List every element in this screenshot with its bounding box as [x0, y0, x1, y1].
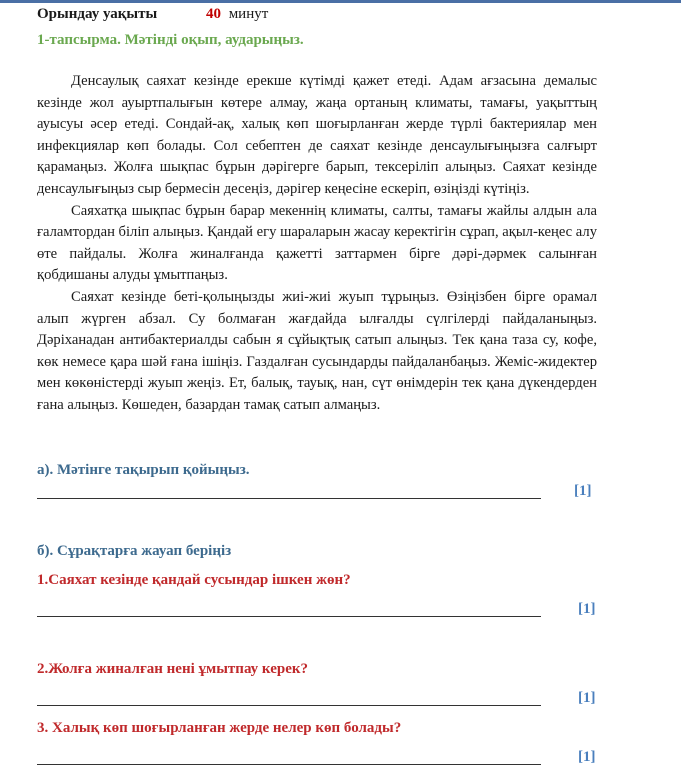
answer-line-1[interactable]: [37, 616, 541, 617]
question-b: б). Сұрақтарға жауап беріңіз: [37, 543, 232, 559]
question-a: а). Мәтінге тақырып қойыңыз.: [37, 462, 250, 478]
mark-a: [1]: [574, 483, 592, 499]
time-unit: минут: [228, 6, 269, 22]
paragraph-2: Саяхатқа шықпас бұрын барар мекеннің климаты, салты, тамағы жайлы алдын ала ғаламтордан біліп алыңыз. Қандай егу шараларын жасау керектігін сұрап, ақыл-кеңес алу өте пайдалы. Жолға жиналғанда қажетті заттармен бірге дәрі-дәрмек салынған қобдишаны алуды ұмытпаңыз.: [37, 202, 597, 284]
answer-line-a[interactable]: [37, 498, 541, 499]
top-border: [0, 0, 681, 3]
answer-line-3[interactable]: [37, 764, 541, 765]
mark-2: [1]: [578, 690, 596, 706]
time-header: [37, 6, 268, 23]
task-title: 1-тапсырма. Мәтінді оқып, аударыңыз.: [37, 32, 304, 48]
question-2: 2.Жолға жиналған нені ұмытпау керек?: [37, 661, 309, 677]
question-1: 1.Саяхат кезінде қандай сусындар ішкен жөн?: [37, 572, 351, 588]
answer-line-2[interactable]: [37, 705, 541, 706]
reading-text: [37, 71, 597, 417]
mark-1: [1]: [578, 601, 596, 617]
mark-3: [1]: [578, 749, 596, 765]
question-3: 3. Халық көп шоғырланған жерде нелер көп болады?: [37, 720, 402, 736]
time-minutes: 40: [205, 6, 221, 22]
paragraph-3: Саяхат кезінде беті-қолыңызды жиі-жиі жуып тұрыңыз. Өзіңізбен бірге орамал алып жүрген абзал. Су болмаған жағдайда ылғалды сүлгілерді пайдаланыңыз. Дәріханадан антибактериалды сабын я сұйықтық сатып алыңыз. Тек қана таза су, кофе, көк немесе қара шәй ғана ішіңіз. Газдалған сусындарды пайдаланбаңыз. Жеміс-жидектер мен көкөністерді жуып жеңіз. Ет, балық, тауық, нан, сүт өнімдерін тек қана дүкендерден ғана алыңыз. Көшеден, базардан тамақ сатып алмаңыз.: [37, 288, 597, 413]
time-label: Орындау уақыты: [37, 6, 158, 22]
paragraph-1: Денсаулық саяхат кезінде ерекше күтімді қажет етеді. Адам ағзасына демалыс кезінде жол ауыртпалығын көтере алмау, жаңа ортаның климаты, тамағы, уақыттың ауысуы әсер етеді. Сондай-ақ, халық көп шоғырланған жерде түрлі бактериялар мен инфекциялар көп болады. Сол себептен де саяхат кезінде денсаулығыңызға салғырт қарамаңыз. Жолға шықпас бұрын дәрігерге барып, тексеріліп алыңыз. Саяхат кезінде денсаулығыңыз сыр бермесін десеңіз, дәрігер кеңесіне ескеріп, өзіңізді күтіңіз.: [37, 73, 597, 197]
